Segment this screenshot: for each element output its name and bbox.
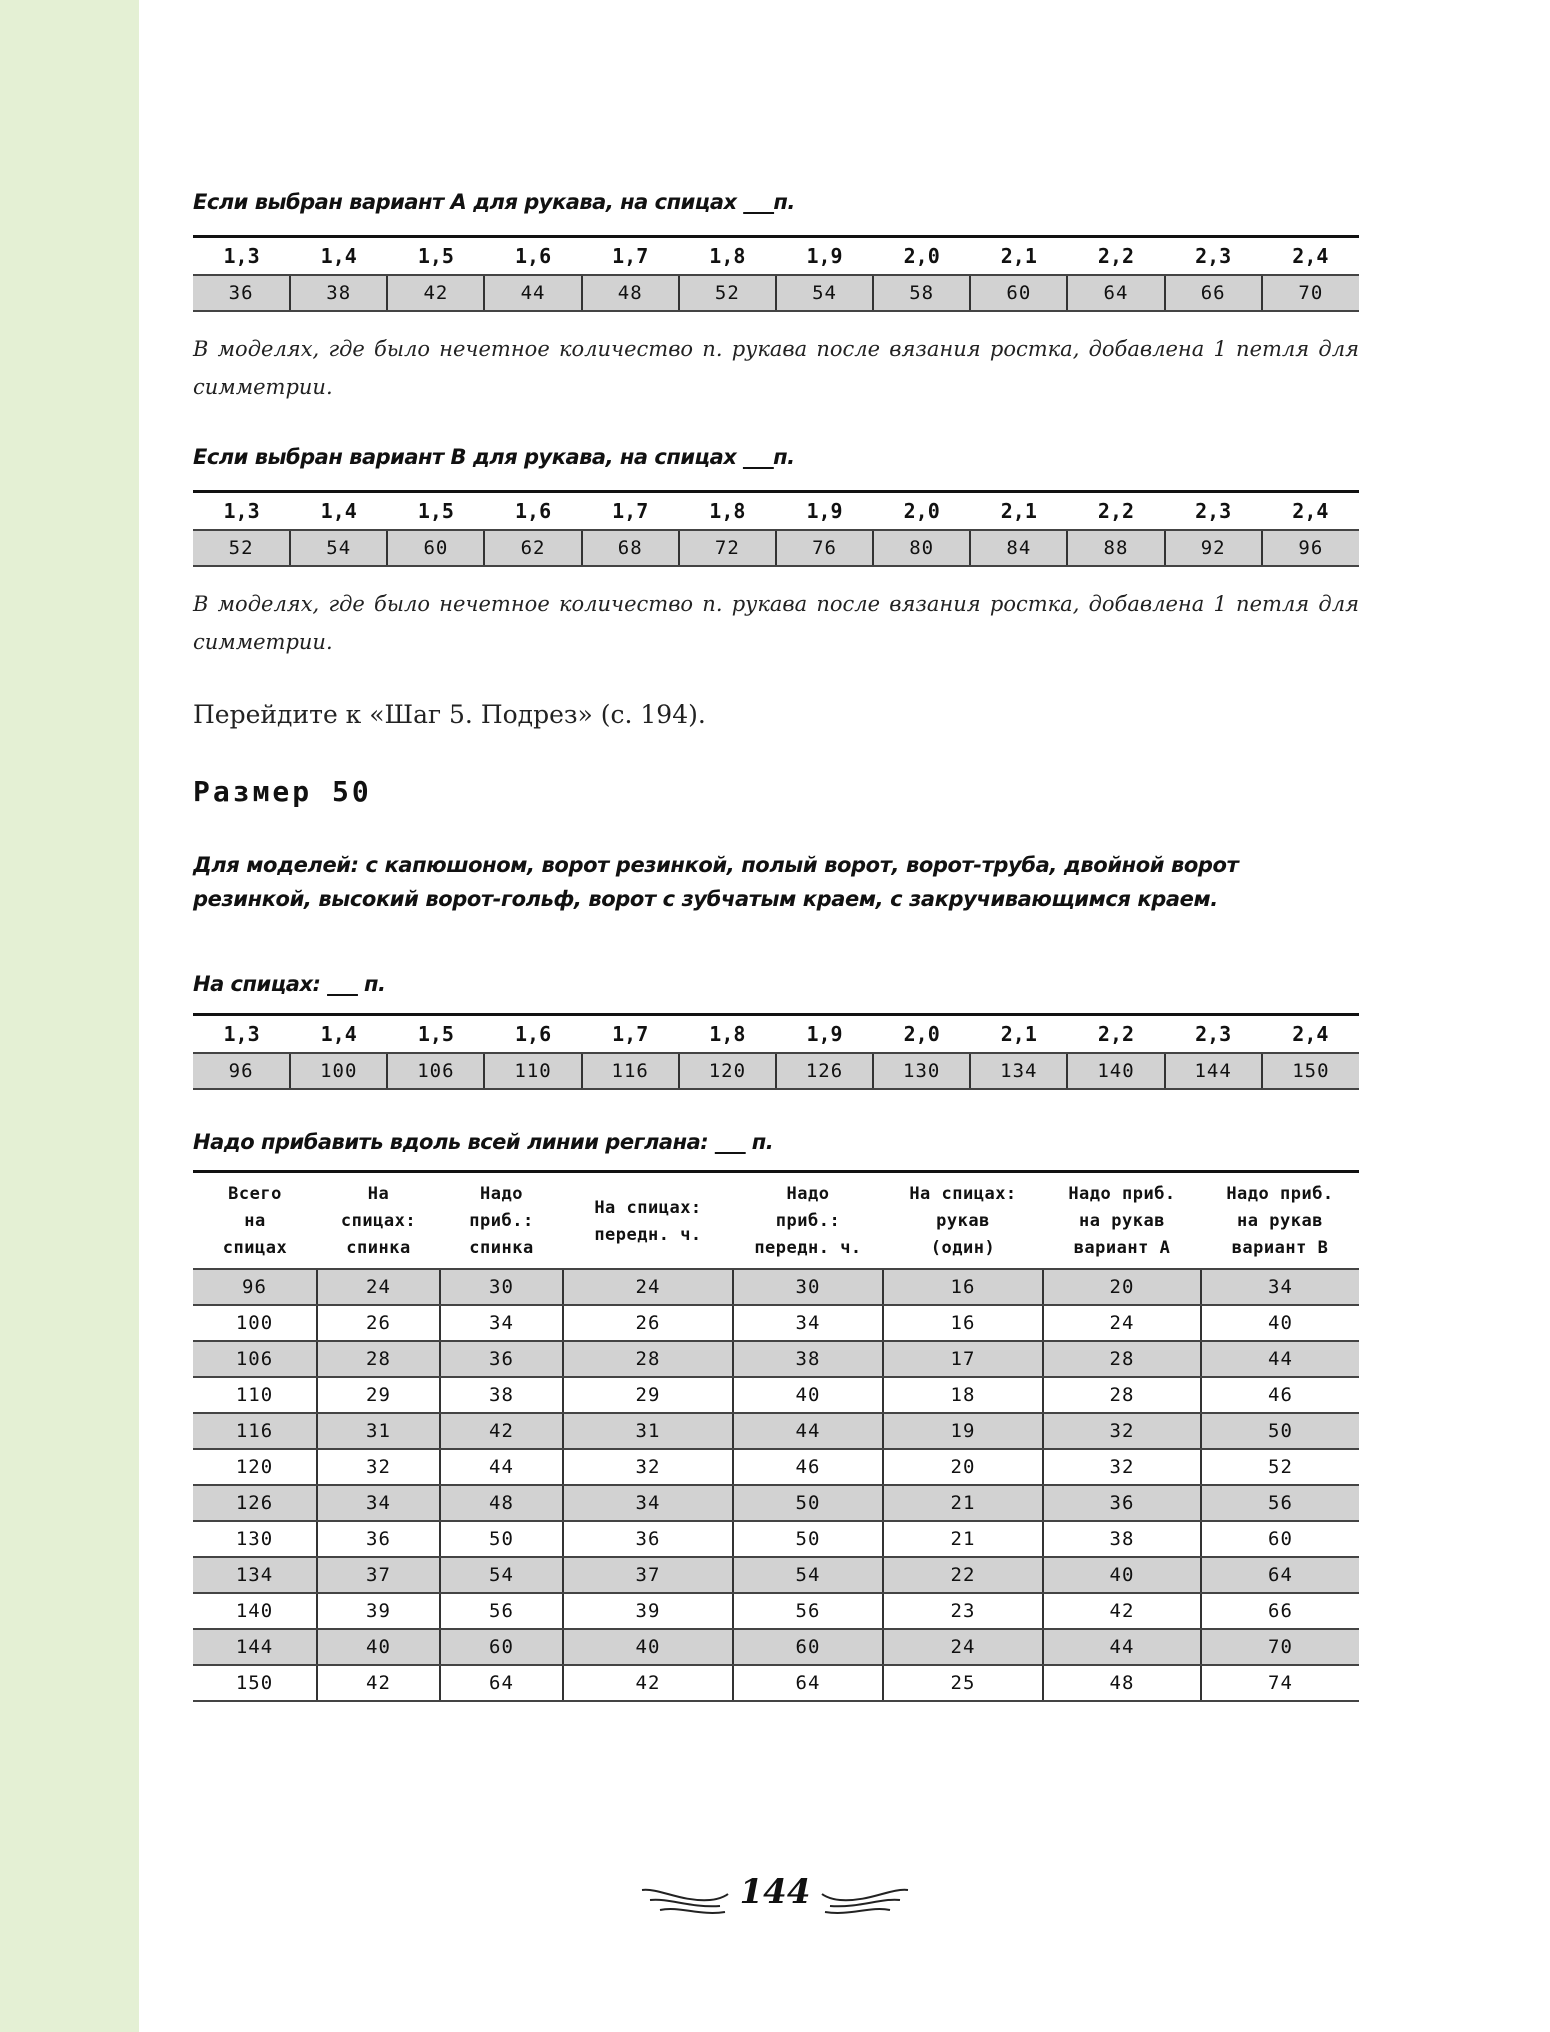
- page-number: 144: [739, 1872, 811, 1912]
- table-cell: 34: [440, 1305, 563, 1341]
- table-cell: 24: [563, 1269, 733, 1305]
- table-cell: 38: [440, 1377, 563, 1413]
- stitch-cell: 48: [582, 275, 679, 311]
- table-cell: 28: [317, 1341, 440, 1377]
- table-cell: 24: [1043, 1305, 1201, 1341]
- goto-step-text: Перейдите к «Шаг 5. Подрез» (с. 194).: [193, 700, 706, 729]
- table-cell: 36: [317, 1521, 440, 1557]
- variant-a-note: В моделях, где было нечетное количество п. рукава после вязания ростка, добавлена 1 петля для симметрии.: [193, 337, 1359, 399]
- table-cell: 37: [317, 1557, 440, 1593]
- table-cell: 48: [440, 1485, 563, 1521]
- page-margin-strip: [0, 0, 139, 2032]
- table-row: [193, 1377, 1359, 1413]
- gauge-cell: 1,3: [193, 237, 290, 276]
- column-header: [883, 1172, 1043, 1270]
- table-cell: 50: [733, 1521, 883, 1557]
- stitch-cell: 54: [776, 275, 873, 311]
- stitch-cell: 120: [679, 1053, 776, 1089]
- table-cell: 21: [883, 1521, 1043, 1557]
- table-cell: 54: [733, 1557, 883, 1593]
- column-header-line: На спицах:: [594, 1197, 702, 1218]
- table-cell: 42: [1043, 1593, 1201, 1629]
- variant-a-table: [193, 235, 1359, 312]
- table-cell: 28: [563, 1341, 733, 1377]
- table-cell: 50: [733, 1485, 883, 1521]
- needles-table: [193, 1013, 1359, 1090]
- column-header: [440, 1172, 563, 1270]
- stitch-cell: 62: [484, 530, 581, 566]
- table-row: [193, 1341, 1359, 1377]
- stitch-row: [193, 530, 1359, 566]
- stitch-cell: 54: [290, 530, 387, 566]
- table-row: [193, 1593, 1359, 1629]
- table-cell: 64: [733, 1665, 883, 1701]
- stitch-cell: 110: [484, 1053, 581, 1089]
- stitch-cell: 52: [193, 530, 290, 566]
- table-cell: 23: [883, 1593, 1043, 1629]
- table-cell: 24: [317, 1269, 440, 1305]
- table-cell: 46: [1201, 1377, 1359, 1413]
- table-cell: 34: [1201, 1269, 1359, 1305]
- stitch-cell: 72: [679, 530, 776, 566]
- stitch-cell: 60: [387, 530, 484, 566]
- column-header: [317, 1172, 440, 1270]
- table-cell: 34: [317, 1485, 440, 1521]
- column-header-line: рукав: [936, 1211, 990, 1231]
- column-header-line: на рукав: [1079, 1211, 1165, 1231]
- table-cell: 31: [563, 1413, 733, 1449]
- gauge-cell: 2,3: [1165, 237, 1262, 276]
- table-cell: 38: [733, 1341, 883, 1377]
- stitch-cell: 52: [679, 275, 776, 311]
- table-cell: 44: [1201, 1341, 1359, 1377]
- table-cell: 40: [563, 1629, 733, 1665]
- gauge-cell: 1,8: [679, 1015, 776, 1054]
- gauge-cell: 1,5: [387, 237, 484, 276]
- table-cell: 29: [317, 1377, 440, 1413]
- column-header-line: На: [367, 1184, 390, 1204]
- stitch-row: [193, 275, 1359, 311]
- table-cell: 24: [883, 1629, 1043, 1665]
- table-row: [193, 1521, 1359, 1557]
- table-cell: 40: [1201, 1305, 1359, 1341]
- table-cell: 110: [193, 1377, 317, 1413]
- column-header-line: спинка: [346, 1238, 411, 1258]
- table-cell: 120: [193, 1449, 317, 1485]
- table-cell: 44: [733, 1413, 883, 1449]
- gauge-cell: 1,3: [193, 492, 290, 531]
- gauge-cell: 1,6: [484, 237, 581, 276]
- variant-a-heading: Если выбран вариант A для рукава, на спицах ___п.: [193, 190, 795, 214]
- table-cell: 40: [733, 1377, 883, 1413]
- table-cell: 16: [883, 1269, 1043, 1305]
- column-header-line: передн. ч.: [754, 1238, 862, 1258]
- gauge-cell: 1,6: [484, 1015, 581, 1054]
- table-cell: 106: [193, 1341, 317, 1377]
- table-cell: 28: [1043, 1341, 1201, 1377]
- table-row: [193, 1413, 1359, 1449]
- table-cell: 64: [1201, 1557, 1359, 1593]
- stitch-cell: 68: [582, 530, 679, 566]
- table-cell: 32: [1043, 1413, 1201, 1449]
- table-cell: 36: [563, 1521, 733, 1557]
- table-cell: 50: [440, 1521, 563, 1557]
- table-cell: 126: [193, 1485, 317, 1521]
- stitch-cell: 64: [1067, 275, 1164, 311]
- variant-b-table: [193, 490, 1359, 567]
- gauge-cell: 1,5: [387, 1015, 484, 1054]
- gauge-cell: 2,0: [873, 1015, 970, 1054]
- gauge-cell: 1,4: [290, 237, 387, 276]
- table-cell: 28: [1043, 1377, 1201, 1413]
- page-number-ornament: [640, 1870, 910, 1930]
- gauge-cell: 1,7: [582, 492, 679, 531]
- stitch-cell: 88: [1067, 530, 1164, 566]
- gauge-cell: 2,4: [1262, 492, 1359, 531]
- gauge-cell: 2,4: [1262, 1015, 1359, 1054]
- table-cell: 31: [317, 1413, 440, 1449]
- table-cell: 40: [317, 1629, 440, 1665]
- column-header: [1201, 1172, 1359, 1270]
- table-cell: 19: [883, 1413, 1043, 1449]
- gauge-cell: 1,3: [193, 1015, 290, 1054]
- stitch-cell: 44: [484, 275, 581, 311]
- table-cell: 42: [440, 1413, 563, 1449]
- column-header-line: на: [244, 1211, 266, 1231]
- gauge-cell: 2,2: [1067, 1015, 1164, 1054]
- gauge-cell: 1,9: [776, 492, 873, 531]
- gauge-cell: 2,2: [1067, 237, 1164, 276]
- gauge-cell: 1,8: [679, 492, 776, 531]
- table-row: [193, 1449, 1359, 1485]
- stitch-cell: 70: [1262, 275, 1359, 311]
- size-title: Размер 50: [193, 775, 372, 808]
- table-cell: 50: [1201, 1413, 1359, 1449]
- table-cell: 25: [883, 1665, 1043, 1701]
- stitch-cell: 92: [1165, 530, 1262, 566]
- gauge-row: [193, 1015, 1359, 1054]
- column-header-line: Надо приб.: [1068, 1184, 1176, 1204]
- table-cell: 17: [883, 1341, 1043, 1377]
- stitch-cell: 84: [970, 530, 1067, 566]
- stitch-cell: 140: [1067, 1053, 1164, 1089]
- gauge-cell: 2,2: [1067, 492, 1164, 531]
- table-cell: 44: [440, 1449, 563, 1485]
- table-cell: 36: [440, 1341, 563, 1377]
- table-cell: 32: [563, 1449, 733, 1485]
- variant-b-note: В моделях, где было нечетное количество п. рукава после вязания ростка, добавлена 1 петля для симметрии.: [193, 592, 1359, 654]
- column-header-line: спицах:: [340, 1211, 417, 1231]
- gauge-cell: 1,7: [582, 237, 679, 276]
- column-header-line: (один): [930, 1238, 996, 1258]
- column-header-line: на рукав: [1237, 1211, 1323, 1231]
- table-cell: 32: [1043, 1449, 1201, 1485]
- column-header: [563, 1172, 733, 1270]
- stitch-row: [193, 1053, 1359, 1089]
- stitch-cell: 80: [873, 530, 970, 566]
- table-row: [193, 1665, 1359, 1701]
- gauge-cell: 1,9: [776, 1015, 873, 1054]
- table-cell: 39: [317, 1593, 440, 1629]
- gauge-cell: 2,4: [1262, 237, 1359, 276]
- column-header: [1043, 1172, 1201, 1270]
- stitch-cell: 60: [970, 275, 1067, 311]
- column-header: [193, 1172, 317, 1270]
- table-cell: 16: [883, 1305, 1043, 1341]
- stitch-cell: 130: [873, 1053, 970, 1089]
- stitch-cell: 66: [1165, 275, 1262, 311]
- gauge-row: [193, 237, 1359, 276]
- table-cell: 26: [317, 1305, 440, 1341]
- gauge-cell: 2,3: [1165, 1015, 1262, 1054]
- stitch-cell: 134: [970, 1053, 1067, 1089]
- column-header-line: Надо: [786, 1184, 830, 1204]
- table-cell: 30: [733, 1269, 883, 1305]
- table-cell: 46: [733, 1449, 883, 1485]
- table-cell: 34: [733, 1305, 883, 1341]
- stitch-cell: 106: [387, 1053, 484, 1089]
- column-header-line: вариант A: [1073, 1238, 1171, 1258]
- column-header-line: спицах: [222, 1238, 288, 1258]
- column-header-line: Всего: [228, 1184, 282, 1204]
- table-cell: 56: [1201, 1485, 1359, 1521]
- stitch-cell: 96: [193, 1053, 290, 1089]
- table-cell: 140: [193, 1593, 317, 1629]
- stitch-cell: 38: [290, 275, 387, 311]
- gauge-cell: 2,1: [970, 1015, 1067, 1054]
- table-cell: 37: [563, 1557, 733, 1593]
- stitch-cell: 144: [1165, 1053, 1262, 1089]
- table-cell: 144: [193, 1629, 317, 1665]
- table-cell: 30: [440, 1269, 563, 1305]
- table-cell: 134: [193, 1557, 317, 1593]
- gauge-cell: 1,6: [484, 492, 581, 531]
- table-cell: 42: [563, 1665, 733, 1701]
- gauge-cell: 1,7: [582, 1015, 679, 1054]
- models-text: Для моделей: с капюшоном, ворот резинкой, полый ворот, ворот-труба, двойной ворот резинкой, высокий ворот-гольф, ворот с зубчатым краем, с закручивающимся краем.: [193, 853, 1239, 911]
- stitch-cell: 116: [582, 1053, 679, 1089]
- stitch-cell: 42: [387, 275, 484, 311]
- column-header-line: На спицах:: [909, 1184, 1017, 1204]
- stitch-cell: 126: [776, 1053, 873, 1089]
- table-row: [193, 1557, 1359, 1593]
- table-cell: 116: [193, 1413, 317, 1449]
- gauge-cell: 2,0: [873, 492, 970, 531]
- gauge-cell: 2,0: [873, 237, 970, 276]
- gauge-cell: 2,1: [970, 237, 1067, 276]
- table-cell: 44: [1043, 1629, 1201, 1665]
- gauge-row: [193, 492, 1359, 531]
- table-cell: 150: [193, 1665, 317, 1701]
- table-cell: 34: [563, 1485, 733, 1521]
- gauge-cell: 1,4: [290, 1015, 387, 1054]
- table-row: [193, 1485, 1359, 1521]
- needles-heading: На спицах: ___ п.: [193, 972, 386, 996]
- table-row: [193, 1269, 1359, 1305]
- table-cell: 54: [440, 1557, 563, 1593]
- column-header-line: приб.:: [775, 1211, 841, 1231]
- column-header-line: Надо: [480, 1184, 523, 1204]
- stitch-cell: 96: [1262, 530, 1359, 566]
- table-cell: 130: [193, 1521, 317, 1557]
- column-header: [733, 1172, 883, 1270]
- gauge-cell: 1,9: [776, 237, 873, 276]
- table-cell: 100: [193, 1305, 317, 1341]
- gauge-cell: 2,3: [1165, 492, 1262, 531]
- variant-b-heading: Если выбран вариант B для рукава, на спицах ___п.: [193, 445, 795, 469]
- table-cell: 60: [733, 1629, 883, 1665]
- raglan-table: [193, 1170, 1359, 1702]
- stitch-cell: 36: [193, 275, 290, 311]
- table-cell: 26: [563, 1305, 733, 1341]
- raglan-header-row: [193, 1172, 1359, 1270]
- column-header-line: Надо приб.: [1226, 1184, 1334, 1204]
- table-cell: 36: [1043, 1485, 1201, 1521]
- table-cell: 56: [440, 1593, 563, 1629]
- table-cell: 29: [563, 1377, 733, 1413]
- table-cell: 18: [883, 1377, 1043, 1413]
- stitch-cell: 150: [1262, 1053, 1359, 1089]
- gauge-cell: 1,4: [290, 492, 387, 531]
- table-cell: 40: [1043, 1557, 1201, 1593]
- table-cell: 74: [1201, 1665, 1359, 1701]
- stitch-cell: 58: [873, 275, 970, 311]
- table-row: [193, 1629, 1359, 1665]
- column-header-line: приб.:: [469, 1211, 534, 1231]
- table-cell: 66: [1201, 1593, 1359, 1629]
- gauge-cell: 2,1: [970, 492, 1067, 531]
- table-cell: 64: [440, 1665, 563, 1701]
- gauge-cell: 1,5: [387, 492, 484, 531]
- table-cell: 48: [1043, 1665, 1201, 1701]
- stitch-cell: 100: [290, 1053, 387, 1089]
- table-cell: 39: [563, 1593, 733, 1629]
- table-cell: 56: [733, 1593, 883, 1629]
- table-cell: 52: [1201, 1449, 1359, 1485]
- table-row: [193, 1305, 1359, 1341]
- raglan-body: [193, 1269, 1359, 1701]
- table-cell: 96: [193, 1269, 317, 1305]
- table-cell: 60: [1201, 1521, 1359, 1557]
- table-cell: 38: [1043, 1521, 1201, 1557]
- stitch-cell: 76: [776, 530, 873, 566]
- table-cell: 20: [883, 1449, 1043, 1485]
- table-cell: 60: [440, 1629, 563, 1665]
- gauge-cell: 1,8: [679, 237, 776, 276]
- column-header-line: передн. ч.: [594, 1224, 702, 1245]
- column-header-line: вариант B: [1231, 1238, 1329, 1258]
- table-cell: 70: [1201, 1629, 1359, 1665]
- table-cell: 21: [883, 1485, 1043, 1521]
- table-cell: 42: [317, 1665, 440, 1701]
- raglan-heading: Надо прибавить вдоль всей линии реглана: ___ п.: [193, 1130, 774, 1154]
- table-cell: 20: [1043, 1269, 1201, 1305]
- table-cell: 32: [317, 1449, 440, 1485]
- column-header-line: спинка: [469, 1238, 534, 1258]
- table-cell: 22: [883, 1557, 1043, 1593]
